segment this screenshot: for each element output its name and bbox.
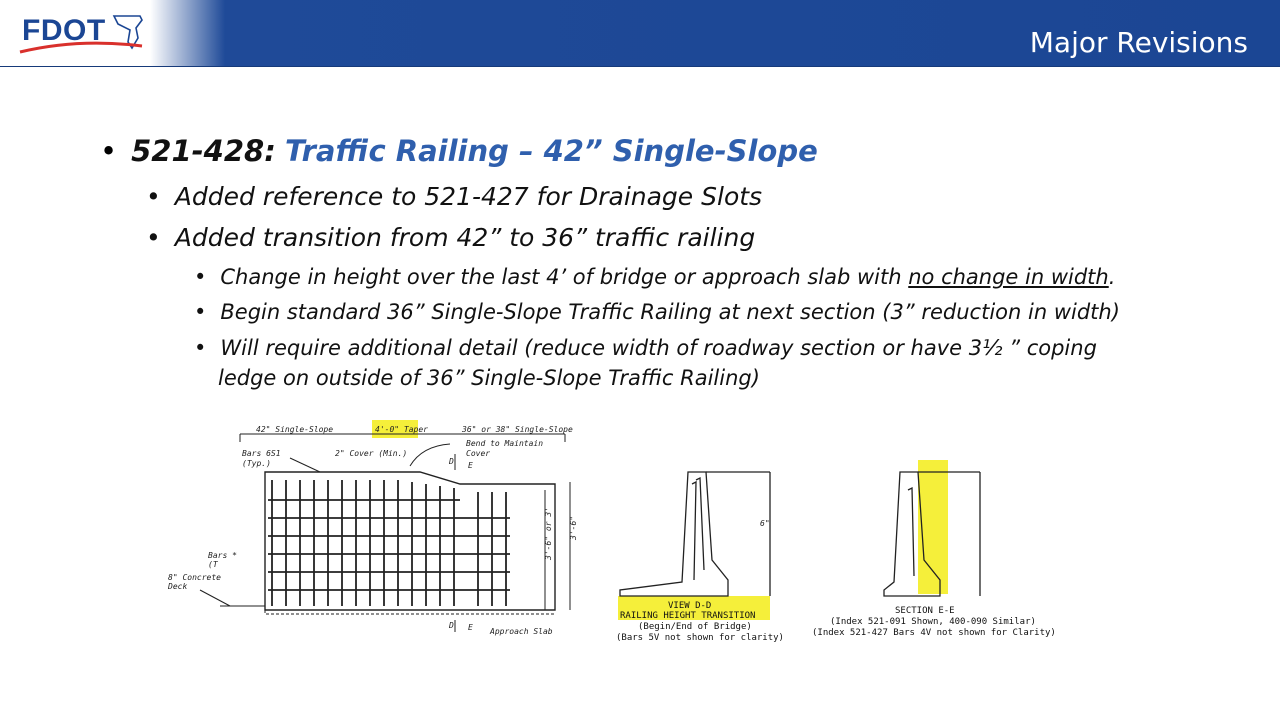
bullet-dot: • xyxy=(146,182,161,211)
label-bars-left: Bars * xyxy=(208,551,237,560)
label-left-top: 42" Single-Slope xyxy=(256,425,334,434)
label-cover: Cover xyxy=(466,449,491,458)
label-cover-min: 2" Cover (Min.) xyxy=(335,449,408,458)
label-right-top: 36" or 38" Single-Slope xyxy=(462,425,573,434)
bullet-main xyxy=(100,134,818,168)
bullet-sub2-item-3 xyxy=(194,336,1097,360)
bullet-dot: • xyxy=(194,336,207,360)
item-1-underlined: no change in width xyxy=(908,265,1109,289)
label-e-top: E xyxy=(468,461,473,470)
bullet-dot: • xyxy=(100,134,118,168)
view-dd-note1: (Begin/End of Bridge) xyxy=(638,622,752,632)
view-dd-dim: 6" xyxy=(760,519,770,528)
label-dim2: 3'-6" xyxy=(569,515,578,540)
label-typ: (Typ.) xyxy=(242,459,271,468)
section-ee-note1: (Index 521-091 Shown, 400-090 Similar) xyxy=(830,617,1036,627)
item-2-text: Begin standard 36” Single-Slope Traffic Railing at next section (3” reduction in width) xyxy=(220,300,1120,324)
label-bars-left-typ: (T xyxy=(208,560,218,569)
bullet-dot: • xyxy=(194,300,207,324)
view-dd-note2: (Bars 5V not shown for clarity) xyxy=(616,633,784,643)
label-taper: 4'-0" Taper xyxy=(375,425,428,434)
bullet-sub1 xyxy=(146,182,762,211)
label-bars-6s1: Bars 6S1 xyxy=(242,449,281,458)
bullet-sub2-item-2 xyxy=(194,300,1120,324)
bullet-sub1-text: Added reference to 521-427 for Drainage Slots xyxy=(174,182,763,211)
item-3-text: Will require additional detail (reduce width of roadway section or have 3½ ” coping xyxy=(220,336,1097,360)
label-dim1: 3'-6" or 3' xyxy=(544,507,553,560)
view-dd-subtitle: RAILING HEIGHT TRANSITION xyxy=(620,611,756,621)
bullet-dot: • xyxy=(146,223,161,252)
bullet-main-code: 521-428: xyxy=(131,134,276,168)
view-dd-drawing xyxy=(620,472,770,596)
logo-text: FDOT xyxy=(22,14,106,47)
railing-detail-drawing xyxy=(160,410,1060,670)
label-d-top: D xyxy=(449,457,454,466)
page-title: Major Revisions xyxy=(1029,26,1248,59)
label-concrete: 8" Concrete xyxy=(168,573,221,582)
bullet-dot: • xyxy=(194,265,207,289)
bullet-sub2-item-1 xyxy=(194,265,1115,289)
section-ee-note2: (Index 521-427 Bars 4V not shown for Clarity) xyxy=(812,628,1056,638)
view-dd-title: VIEW D-D xyxy=(668,601,712,611)
item-1-end: . xyxy=(1108,265,1116,289)
label-approach: Approach Slab xyxy=(490,627,553,636)
section-ee-highlight xyxy=(918,460,948,594)
section-ee-title: SECTION E-E xyxy=(895,606,955,616)
bullet-sub2 xyxy=(146,223,755,252)
label-bend: Bend to Maintain xyxy=(466,439,544,448)
bullet-main-title: Traffic Railing – 42” Single-Slope xyxy=(285,134,818,168)
item-1-text: Change in height over the last 4’ of bridge or approach slab with xyxy=(220,265,909,289)
bullet-sub2-text: Added transition from 42” to 36” traffic railing xyxy=(174,223,756,252)
label-d-bot: D xyxy=(449,621,454,630)
label-deck: Deck xyxy=(168,582,188,591)
item-3-continuation: ledge on outside of 36” Single-Slope Traffic Railing) xyxy=(218,366,760,390)
label-e-bot: E xyxy=(468,623,473,632)
